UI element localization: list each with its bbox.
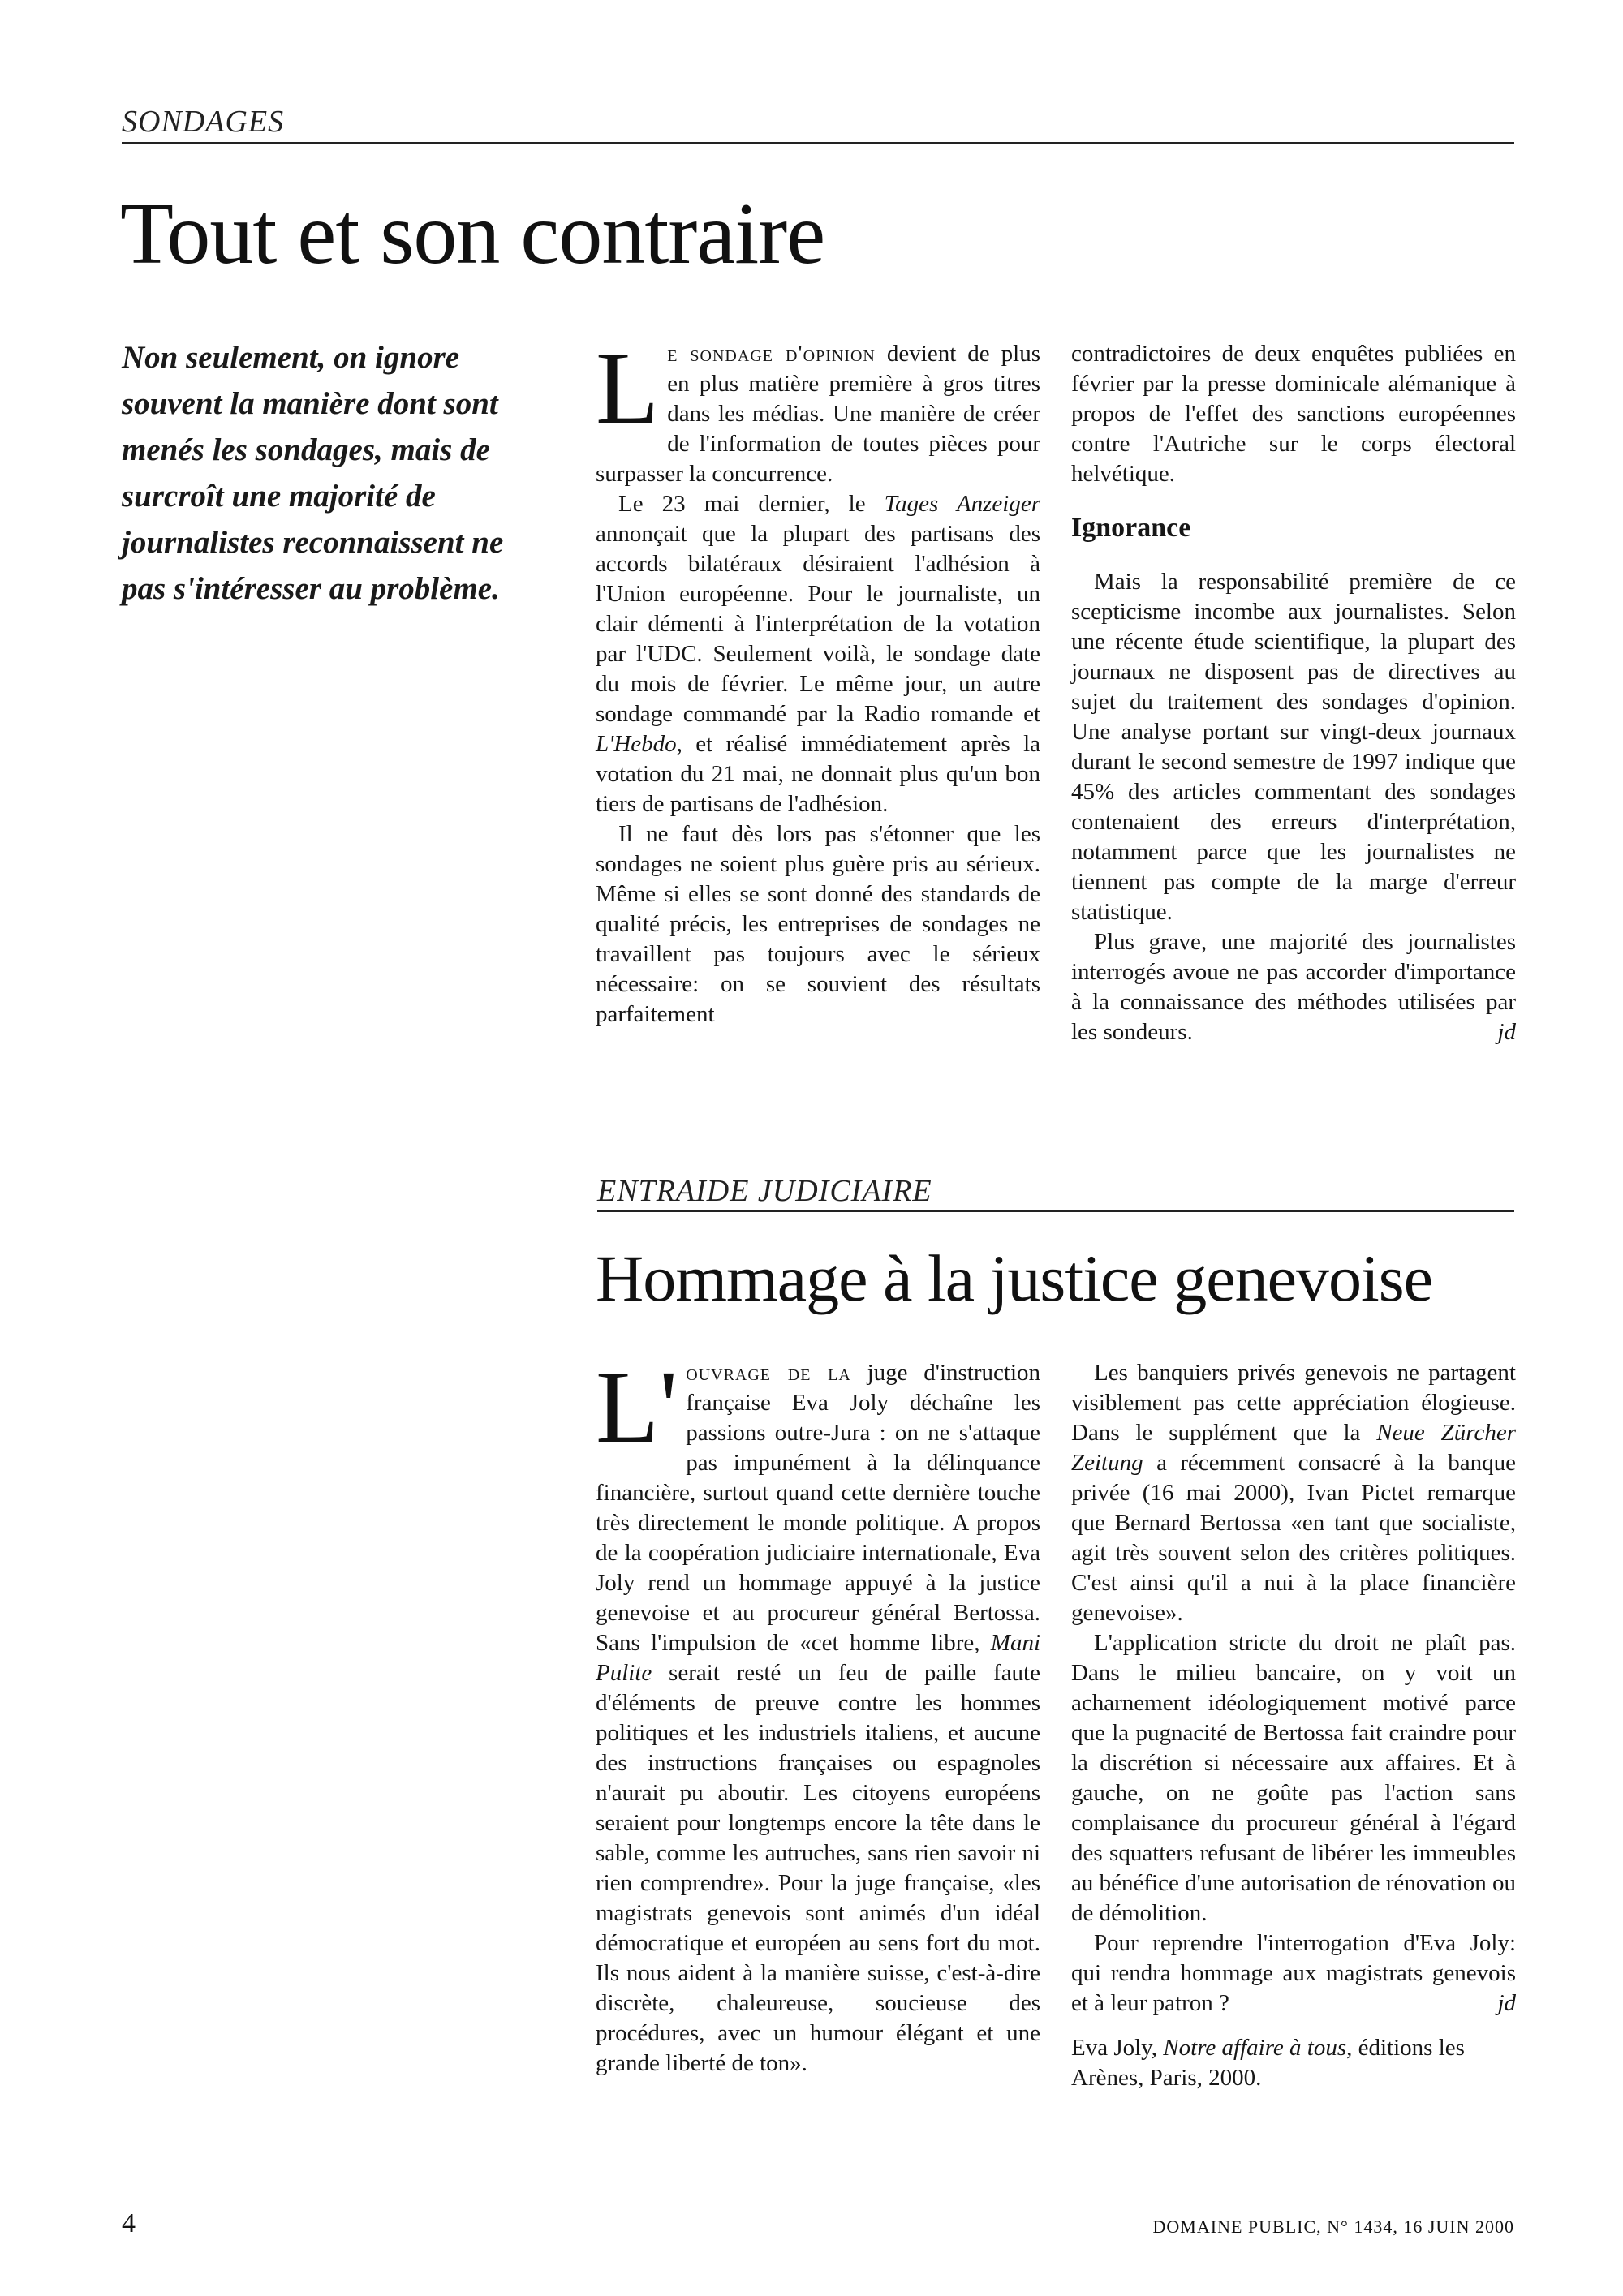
- paragraph-text: juge d'instruction française Eva Joly déchaîne les passions outre-Jura : on ne s'attaque pas impunément à la délinquance financière, surtout quand cette dernière touche très directement le monde politique. A propos de la coopération judiciaire internationale, Eva Joly rend un hommage appuyé à la justice genevoise et au procureur général Bertossa. Sans l'impulsion de «cet homme libre,: [596, 1360, 1041, 1656]
- article1-column-1: [596, 330, 1040, 1030]
- paragraph-text: contradictoires de deux enquêtes publiées en février par la presse dominicale alémanique à propos de l'effet des sanctions européennes contre l'Autriche sur le corps électoral helvétique.: [1071, 341, 1516, 487]
- paragraph-text: Plus grave, une majorité des journalistes interrogés avoue ne pas accorder d'importance à la connaissance des méthodes utilisées par les sondeurs.: [1071, 929, 1516, 1045]
- subheading: Ignorance: [1071, 513, 1191, 543]
- page-number: 4: [122, 2208, 136, 2238]
- reference-text: , éditions les Arènes, Paris, 2000.: [1071, 2035, 1465, 2091]
- article-chapeau: Non seulement, on ignore souvent la manière dont sont menés les sondages, mais de surcroît une majorité de journalistes reconnaissent ne pas s'intéresser au problème.: [122, 340, 504, 606]
- paragraph: [1071, 927, 1516, 1047]
- article1-column-2: [1071, 339, 1516, 1047]
- paragraph-text: Le 23 mai dernier, le: [618, 491, 885, 517]
- drop-cap: L': [596, 1349, 678, 1464]
- lead-in: e sondage d'opinion: [667, 341, 876, 367]
- paragraph-text: a récemment consacré à la banque privée (16 mai 2000), Ivan Pictet remarque que Bernard Bertossa «en tant que socialiste, agit très souvent selon des critères politiques. C'est ainsi qu'il a nui à la place financière genevoise».: [1071, 1450, 1516, 1626]
- paragraph-text: Il ne faut dès lors pas s'étonner que les sondages ne soient plus guère pris au sérieux. Même si elles se sont donné des standards de qualité précis, les entreprises de sondages ne travaillent pas toujours avec le sérieux nécessaire: on se souvient des résultats parfaitement: [596, 821, 1040, 1027]
- paragraph-text: serait resté un feu de paille faute d'éléments de preuve contre les hommes politiques et les industriels italiens, et aucune des instructions françaises ou espagnoles n'aurait pu aboutir. Les citoyens européens seraient pour longtemps encore la tête dans le sable, comme les autruches, sans rien savoir ni rien comprendre». Pour la juge française, «les magistrats genevois sont animés d'un idéal démocratique et européen au sens fort du mot. Ils nous aident à la manière suisse, c'est-à-dire discrète, chaleureuse, soucieuse des procédures, avec un humour élégant et une grande liberté de ton».: [596, 1660, 1040, 2076]
- paragraph-text: annonçait que la plupart des partisans des accords bilatéraux désiraient l'adhésion à l'Union européenne. Pour le journaliste, un clair démenti à l'interprétation de la votation par l'UDC. Seulement voilà, le sondage date du mois de février. Le même jour, un autre sondage commandé par la Radio romande et: [596, 521, 1040, 727]
- author-signature: jd: [1497, 1019, 1516, 1045]
- paragraph-text: devient de plus en plus matière première à gros titres dans les médias. Une manière de créer de l'information de toutes pièces pour surpasser la concurrence.: [596, 341, 1040, 487]
- paragraph: [1071, 1628, 1516, 1928]
- newspaper-name: Tages Anzeiger: [884, 491, 1040, 517]
- rubric-entraide-judiciaire: ENTRAIDE JUDICIAIRE: [597, 1174, 932, 1208]
- paragraph: [1071, 567, 1516, 927]
- operation-name: Mani Pulite: [596, 1630, 1040, 1686]
- article2-column-2: [1071, 1358, 1516, 2093]
- article2-column-1: [596, 1349, 1041, 2079]
- book-title: Notre affaire à tous: [1163, 2035, 1347, 2061]
- drop-cap: L: [596, 330, 660, 445]
- paragraph: [596, 330, 1040, 489]
- paragraph-text: Mais la responsabilité première de ce scepticisme incombe aux journalistes. Selon une récente étude scientifique, la plupart des journaux ne disposent pas de directives au sujet du traitement des sondages d'opinion. Une analyse portant sur vingt-deux journaux durant le second semestre de 1997 indique que 45% des articles commentant des sondages contenaient des erreurs d'interprétation, notamment parce que les journalistes ne tiennent pas compte de la marge d'erreur statistique.: [1071, 569, 1516, 925]
- author-signature: jd: [1497, 1990, 1516, 2016]
- article-title: Tout et son contraire: [120, 186, 825, 282]
- lead-in: ouvrage de la: [686, 1360, 851, 1386]
- paragraph-text: Les banquiers privés genevois ne partagent visiblement pas cette appréciation élogieuse. Dans le supplément que la: [1071, 1360, 1516, 1446]
- footer-masthead: DOMAINE PUBLIC, N° 1434, 16 JUIN 2000: [1152, 2216, 1514, 2237]
- rubric-sondages: SONDAGES: [122, 105, 285, 139]
- paragraph-text: Pour reprendre l'interrogation d'Eva Joly: qui rendra hommage aux magistrats genevois et à leur patron ?: [1071, 1930, 1516, 2016]
- rubric-rule: [597, 1210, 1514, 1212]
- paragraph: [1071, 1928, 1516, 2019]
- book-reference: [1071, 2033, 1516, 2093]
- newspaper-name: L'Hebdo: [596, 731, 677, 757]
- newspaper-name: Neue Zürcher Zeitung: [1071, 1420, 1517, 1476]
- paragraph-text: , et réalisé immédiatement après la votation du 21 mai, ne donnait plus qu'un bon tiers de partisans de l'adhésion.: [596, 731, 1040, 817]
- paragraph: [596, 819, 1040, 1030]
- reference-text: Eva Joly,: [1071, 2035, 1164, 2061]
- paragraph-text: L'application stricte du droit ne plaît pas. Dans le milieu bancaire, on y voit un acharnement idéologiquement motivé parce que la pugnacité de Bertossa fait craindre pour la discrétion si nécessaire aux affaires. Et à gauche, on ne goûte pas l'action sans complaisance du procureur général à l'égard des squatters refusant de libérer les immeubles au bénéfice d'une autorisation de rénovation ou de démolition.: [1071, 1630, 1516, 1926]
- rubric-rule: [122, 142, 1514, 144]
- paragraph: [596, 489, 1040, 819]
- paragraph: [596, 1349, 1041, 2079]
- paragraph: [1071, 1358, 1516, 1628]
- article-title: Hommage à la justice genevoise: [596, 1241, 1433, 1315]
- paragraph: [1071, 339, 1516, 489]
